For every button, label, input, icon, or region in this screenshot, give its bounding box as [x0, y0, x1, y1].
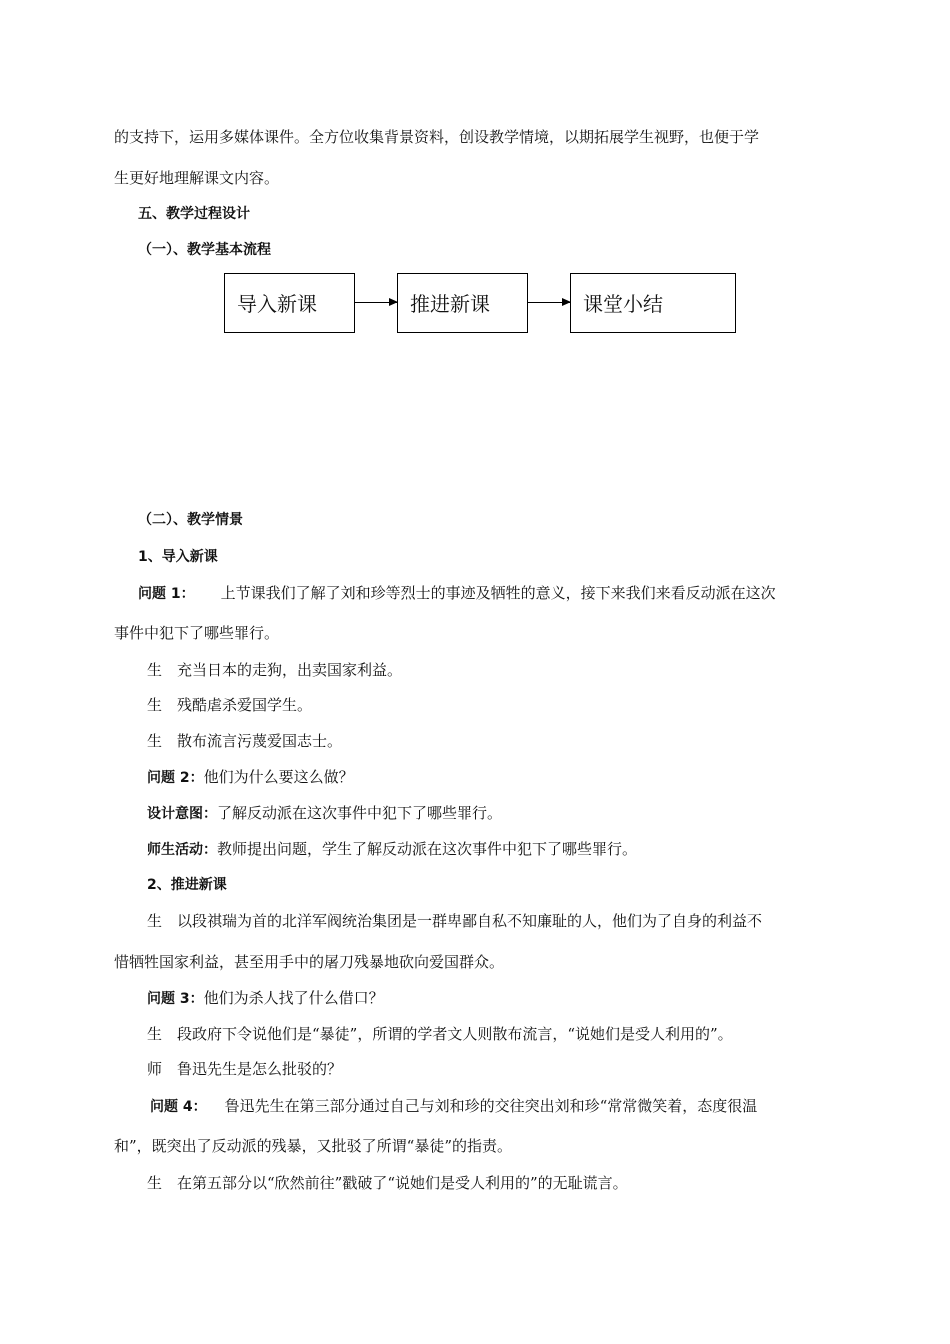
design-text: 了解反动派在这次事件中犯下了哪些罪行。: [217, 804, 503, 822]
question-label: 问题 2：: [147, 770, 204, 786]
student-answer: 生 散布流言污蔑爱国志士。: [147, 732, 343, 750]
student-answer: 生 以段祺瑞为首的北洋军阀统治集团是一群卑鄙自私不知廉耻的人，他们为了自身的利益不: [147, 912, 763, 930]
subsection-heading: （一）、教学基本流程: [138, 242, 271, 258]
part2-title: 2、推进新课: [147, 877, 227, 893]
flow-arrow: [355, 302, 397, 303]
design-intent: [147, 802, 502, 825]
teacher-student-activity: [147, 838, 637, 861]
question-text: 他们为什么要这么做？: [203, 768, 354, 786]
intro-line-2: 生更好地理解课文内容。: [114, 169, 280, 187]
question-4: [150, 1095, 757, 1118]
intro-line-1: 的支持下，运用多媒体课件。全方位收集背景资料，创设教学情境，以期拓展学生视野，也便于学: [114, 128, 760, 146]
student-answer: 生 段政府下令说他们是“暴徒”，所谓的学者文人则散布流言，“说她们是受人利用的”。: [147, 1025, 733, 1043]
question-label: 问题 4：: [150, 1099, 207, 1115]
student-answer: 生 充当日本的走狗，出卖国家利益。: [147, 661, 403, 679]
flow-box-summary: 课堂小结: [570, 273, 736, 333]
activity-text: 教师提出问题，学生了解反动派在这次事件中犯下了哪些罪行。: [217, 840, 638, 858]
question-label: 问题 3：: [147, 991, 204, 1007]
question-1-cont: 事件中犯下了哪些罪行。: [114, 624, 280, 642]
student-answer: 生 在第五部分以“欣然前往”戳破了“说她们是受人利用的”的无耻谎言。: [147, 1174, 628, 1192]
design-label: 设计意图：: [147, 806, 217, 822]
flow-box-intro: 导入新课: [224, 273, 355, 333]
question-text: 鲁迅先生在第三部分通过自己与刘和珍的交往突出刘和珍“常常微笑着，态度很温: [224, 1097, 758, 1115]
question-4-cont: 和”，既突出了反动派的残暴，又批驳了所谓“暴徒”的指责。: [114, 1137, 513, 1155]
question-2: [147, 766, 354, 789]
flow-box-advance: 推进新课: [397, 273, 528, 333]
question-text: 他们为杀人找了什么借口？: [203, 989, 384, 1007]
activity-label: 师生活动：: [147, 842, 217, 858]
question-1: [138, 582, 776, 605]
question-label: 问题 1：: [138, 586, 195, 602]
section-heading: 五、教学过程设计: [138, 206, 250, 222]
scene-heading: （二）、教学情景: [138, 512, 243, 528]
flow-arrow: [528, 302, 570, 303]
question-3: [147, 987, 384, 1010]
teacher-question: 师 鲁迅先生是怎么批驳的？: [147, 1060, 343, 1078]
part1-title: 1、导入新课: [138, 549, 218, 565]
question-text: 上节课我们了解了刘和珍等烈士的事迹及牺牲的意义，接下来我们来看反动派在这次: [220, 584, 776, 602]
student-answer: 生 残酷虐杀爱国学生。: [147, 696, 313, 714]
student-answer-cont: 惜牺牲国家利益，甚至用手中的屠刀残暴地砍向爱国群众。: [114, 953, 505, 971]
